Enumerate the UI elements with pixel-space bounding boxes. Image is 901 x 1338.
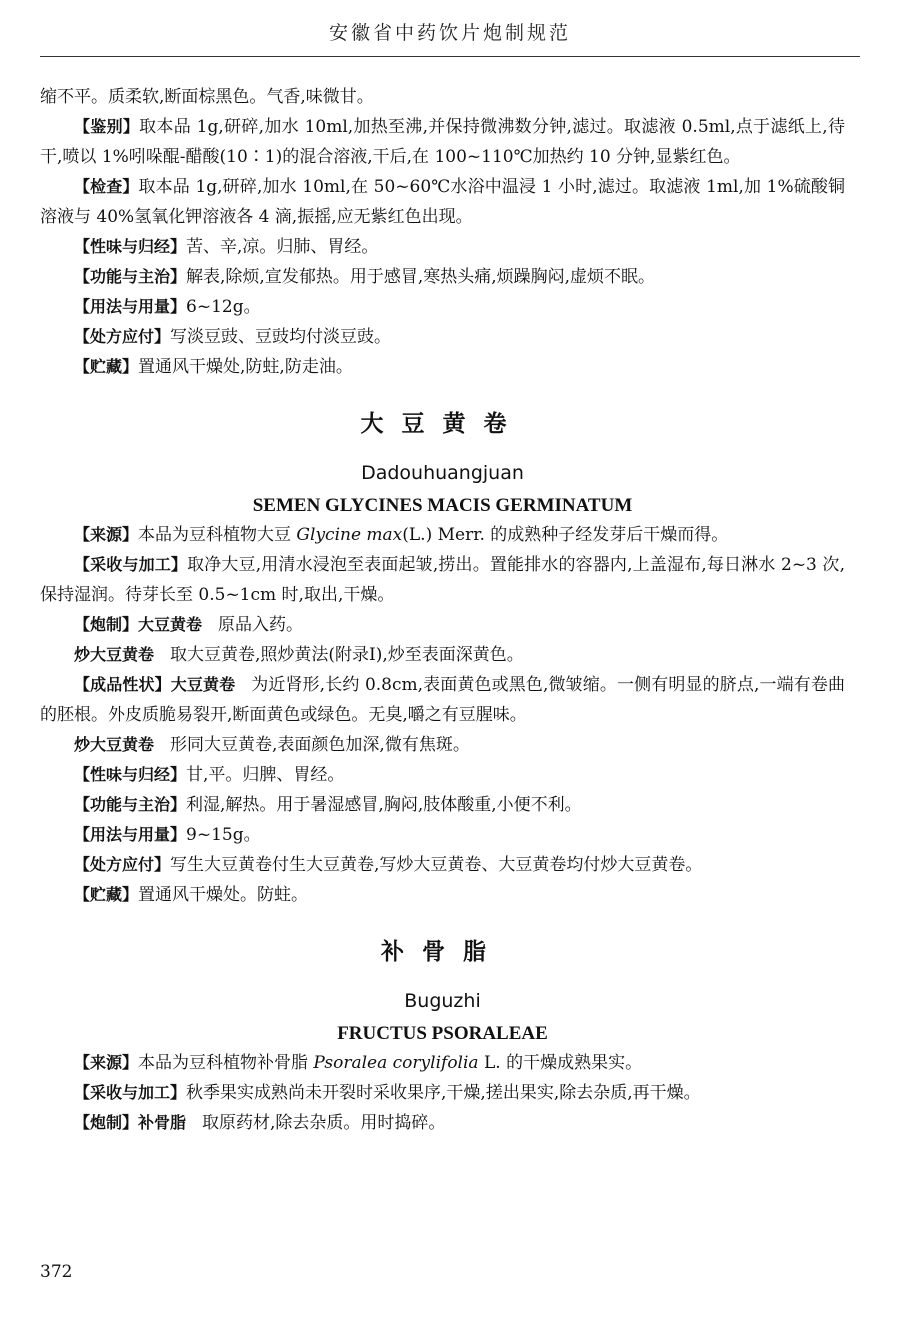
header-rule bbox=[40, 56, 860, 57]
entry-laiyuan bbox=[40, 1048, 845, 1078]
text: 为近肾形,长约 0.8cm,表面黄色或黑色,微皱缩。一侧有明显的脐点,一端有卷曲的胚根。外皮质脆易裂开,断面黄色或绿色。无臭,嚼之有豆腥味。 bbox=[40, 675, 845, 725]
sub-label: 炒大豆黄卷 bbox=[74, 645, 155, 664]
text: 置通风干燥处。防蛀。 bbox=[138, 885, 309, 905]
section-latin: FRUCTUS PSORALEAE bbox=[337, 1023, 548, 1044]
entry-caishou bbox=[40, 1078, 845, 1108]
section-pinyin: Dadouhuangjuan bbox=[361, 462, 524, 484]
label: 【成品性状】 bbox=[74, 675, 171, 694]
label: 【炮制】 bbox=[74, 1113, 139, 1132]
label: 【用法与用量】 bbox=[74, 297, 187, 316]
label: 【处方应付】 bbox=[74, 327, 171, 346]
sub-label: 大豆黄卷 bbox=[170, 675, 236, 694]
text: 甘,平。归脾、胃经。 bbox=[186, 765, 345, 785]
text: 苦、辛,凉。归肺、胃经。 bbox=[186, 237, 379, 257]
label: 【鉴别】 bbox=[74, 117, 140, 136]
label: 【采收与加工】 bbox=[74, 1083, 187, 1102]
text: 解表,除烦,宣发郁热。用于感冒,寒热头痛,烦躁胸闷,虚烦不眠。 bbox=[186, 267, 656, 287]
continued-line: 缩不平。质柔软,断面棕黑色。气香,味微甘。 bbox=[40, 87, 374, 107]
label: 【炮制】 bbox=[74, 615, 139, 634]
text: 写淡豆豉、豆豉均付淡豆豉。 bbox=[170, 327, 392, 347]
entry-xingzhuang bbox=[40, 670, 845, 730]
page-body bbox=[40, 82, 845, 1138]
label: 【贮藏】 bbox=[74, 885, 139, 904]
sub-label: 炒大豆黄卷 bbox=[74, 735, 155, 754]
entry-chufang bbox=[40, 850, 845, 880]
entry-gongneng bbox=[40, 790, 845, 820]
section-title: 补骨脂 bbox=[381, 939, 504, 965]
entry-yongfa bbox=[40, 820, 845, 850]
label: 【检查】 bbox=[74, 177, 139, 196]
text: 原品入药。 bbox=[218, 615, 304, 635]
entry-paozhi bbox=[40, 610, 845, 640]
label: 【功能与主治】 bbox=[74, 795, 187, 814]
entry-yongfa bbox=[40, 292, 845, 322]
label: 【性味与归经】 bbox=[74, 765, 187, 784]
entry-laiyuan bbox=[40, 520, 845, 550]
text: 取净大豆,用清水浸泡至表面起皱,捞出。置能排水的容器内,上盖湿布,每日淋水 2~3 次,保持湿润。待芽长至 0.5~1cm 时,取出,干燥。 bbox=[40, 555, 845, 605]
scientific-name: Glycine max bbox=[296, 525, 403, 545]
entry-paozhi bbox=[40, 1108, 845, 1138]
entry-zhucang bbox=[40, 352, 845, 382]
section-title: 大豆黄卷 bbox=[360, 411, 525, 437]
label: 【采收与加工】 bbox=[74, 555, 188, 574]
text: 9~15g。 bbox=[186, 825, 261, 845]
text: 置通风干燥处,防蛀,防走油。 bbox=[138, 357, 353, 377]
text: 6~12g。 bbox=[186, 297, 261, 317]
sub-label: 补骨脂 bbox=[138, 1113, 187, 1132]
section-latin: SEMEN GLYCINES MACIS GERMINATUM bbox=[252, 495, 633, 516]
section-pinyin: Buguzhi bbox=[404, 990, 481, 1012]
text: 形同大豆黄卷,表面颜色加深,微有焦斑。 bbox=[170, 735, 470, 755]
entry-caishou bbox=[40, 550, 845, 610]
label: 【性味与归经】 bbox=[74, 237, 187, 256]
running-header: 安徽省中药饮片炮制规范 bbox=[328, 22, 571, 44]
text: 取原药材,除去杂质。用时捣碎。 bbox=[202, 1113, 446, 1133]
text: 本品为豆科植物补骨脂 bbox=[138, 1053, 314, 1073]
label: 【用法与用量】 bbox=[74, 825, 187, 844]
entry-xingwei bbox=[40, 232, 845, 262]
page-number: 372 bbox=[40, 1262, 73, 1282]
entry-paozhi-2 bbox=[40, 640, 845, 670]
text: 本品为豆科植物大豆 bbox=[138, 525, 297, 545]
text: 写生大豆黄卷付生大豆黄卷,写炒大豆黄卷、大豆黄卷均付炒大豆黄卷。 bbox=[170, 855, 703, 875]
entry-chufang bbox=[40, 322, 845, 352]
label: 【来源】 bbox=[74, 525, 139, 544]
text: 取本品 1g,研碎,加水 10ml,加热至沸,并保持微沸数分钟,滤过。取滤液 0.5ml,点于滤纸上,待干,喷以 1%吲哚醌-醋酸(10∶1)的混合溶液,干后,在 100~110℃加热约 10 分钟,显紫红色。 bbox=[40, 117, 845, 167]
entry-jianbie bbox=[40, 112, 845, 172]
sub-label: 大豆黄卷 bbox=[138, 615, 203, 634]
label: 【处方应付】 bbox=[74, 855, 171, 874]
text: 取本品 1g,研碎,加水 10ml,在 50~60℃水浴中温浸 1 小时,滤过。取滤液 1ml,加 1%硫酸铜溶液与 40%氢氧化钾溶液各 4 滴,振摇,应无紫红色出现。 bbox=[40, 177, 845, 227]
entry-jiancha bbox=[40, 172, 845, 232]
text: 取大豆黄卷,照炒黄法(附录Ⅰ),炒至表面深黄色。 bbox=[170, 645, 524, 665]
entry-zhucang bbox=[40, 880, 845, 910]
label: 【贮藏】 bbox=[74, 357, 139, 376]
text: (L.) Merr. 的成熟种子经发芽后干燥而得。 bbox=[402, 525, 729, 545]
text: 利湿,解热。用于暑湿感冒,胸闷,肢体酸重,小便不利。 bbox=[186, 795, 582, 815]
text: 秋季果实成熟尚未开裂时采收果序,干燥,搓出果实,除去杂质,再干燥。 bbox=[186, 1083, 701, 1103]
label: 【功能与主治】 bbox=[74, 267, 187, 286]
scientific-name: Psoralea corylifolia bbox=[313, 1053, 479, 1073]
label: 【来源】 bbox=[74, 1053, 139, 1072]
entry-xingwei bbox=[40, 760, 845, 790]
entry-xingzhuang-2 bbox=[40, 730, 845, 760]
entry-gongneng bbox=[40, 262, 845, 292]
text: L. 的干燥成熟果实。 bbox=[478, 1053, 643, 1073]
